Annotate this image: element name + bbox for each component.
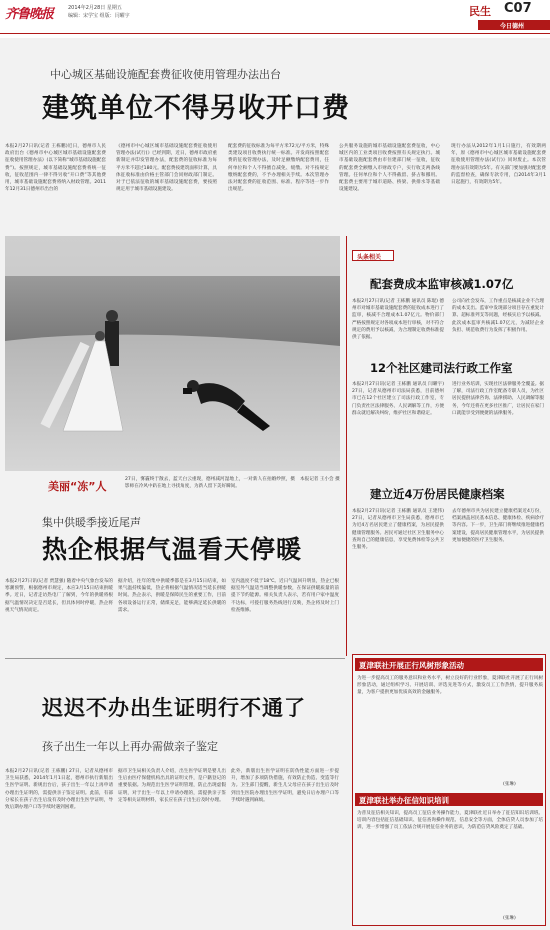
sidebar-story2-headline: 12个社区建司法行政工作室 (370, 361, 513, 375)
section-rule (5, 658, 345, 659)
promo-box (352, 654, 546, 926)
main-col-2: 《德州市中心城区城市基础设施配套费征收使用管理办法(试行)》已经到期，近日，德州市政府重新制定并印发管理办法，配套费的征收标准为每平方米不超过180元。配套费按建筑面积计算，具体征收标准由价格主管部门会同财政部门制定。对于已依法征收的城市基础设施配套费，要按照规定用于城市基础设施建设。 (116, 144, 217, 193)
main-col-4: 公共服务设施的城市基础设施配套费征收，中心城区内的工业类项目收费按照有关规定执行。城市基础设施配套费由市住建部门统一征收，征收的配套费全额缴入市财政专户，实行收支两条线管理。任何单位和个人不得截留、挤占和挪用。配套费主要用于城市道路、桥梁、供排水等基础设施建设。 (339, 144, 440, 193)
heating-col-3: 室内温度不低于18℃。近日气温回升明显，热企已根据室外气温适当调整供暖参数，在保证供暖质量的前提下节约能源。相关负责人表示，若有用户家中温度不达标，可拨打服务热线进行反映，热企将及时上门检查维修。 (231, 579, 339, 613)
sidebar-story3-col2: 去年德州市共为居民建立健康档案近4万份，档案涵盖居民基本信息、健康体检、疾病诊疗等内容。下一步，卫生部门将继续推进健康档案建设，提高居民健康管理水平，为居民提供更加便捷的医疗卫生服务。 (452, 509, 544, 543)
main-kicker: 中心城区基础设施配套费征收使用管理办法出台 (50, 68, 281, 81)
photo-credit: 本报记者 王小会 摄 (300, 477, 340, 482)
photo-caption-body: 27日，雾霾终于散去，蓝天白云重现，德州减河湿地上，一对新人在拍婚纱照，摄影师在冷风中趴在地上寻找角度，为新人留下美好瞬间。 (125, 477, 295, 490)
date-line: 2014年2月28日 星期五 (68, 5, 122, 11)
cert-col-1: 本报2月27日讯(记者 王栋鹏) 27日，记者从德州市卫生局获悉，2014年1月1日起，德州市执行新版出生医学证明。新规出台后，孩子出生一年以上再申请办理出生证明的，需提供亲子鉴定证明。此前，有部分家长在孩子出生后没有及时办理出生医学证明，导致后期办理户口等手续时遇到困难。 (5, 769, 113, 811)
cert-headline: 迟迟不办出生证明行不通了 (42, 696, 306, 720)
sidebar-divider (346, 236, 347, 656)
main-col-3: 配套费的征收标准为每平方米72元/平方米，特殊类建设项目收费执行统一标准。开发商按照配套费的征收管理办法，及时足额缴纳配套费用，任何单位和个人不得擅自减免、缓缴。对不按规定缴纳配套费的，不予办理相关手续。本次管理办法对配套费的征收范围、标准、程序等进一步作出规范。 (228, 144, 329, 193)
page-number: C07 (504, 1, 532, 16)
sidebar-story1-headline: 配套费成本监审核减1.07亿 (370, 277, 514, 291)
sidebar-story2-col1: 本报2月27日讯(记者 王栋鹏 通讯员 闫曜宇) 27日，记者从德州市司法局获悉，目前德州市已在12个社区建立了司法行政工作室，专门负责社区法律服务、人民调解等工作，方便群众就近解决纠纷，维护社区和谐稳定。 (352, 382, 444, 416)
promo-body1: 为进一步提高员工的服务意识和业务水平，树立良好的行业形象，夏津联社开展了正行风树形象活动，通过组织学习、开展培训、评选先进等方式，激发员工工作热情，提升服务质量，为客户提供更加优质高效的金融服务。 (357, 676, 543, 696)
wedding-photo (5, 236, 340, 471)
cert-col-3: 此外，新版出生医学证明在防伪性能方面进一步提升，增加了多项防伪措施，有效防止伪造、变造等行为。卫生部门提醒，新生儿父母应在孩子出生后及时到出生医院办理出生医学证明，避免日后办理户口等手续时遇到麻烦。 (231, 769, 339, 803)
main-col-5: 现行办法从2012年1月1日施行，有效期两年，原《德州市中心城区城市基础设施配套费征收使用管理办法(试行)》同时废止。本次管理办法有效期为5年。有关部门要加强对配套费的监督检查，确保专款专用，自2014年3月1日起施行，有效期为5年。 (451, 144, 546, 186)
sidebar-story3-headline: 建立近4万份居民健康档案 (370, 487, 505, 501)
heating-headline: 热企根据气温看天停暖 (42, 535, 303, 564)
cert-subhead: 孩子出生一年以上再办需做亲子鉴定 (42, 740, 218, 753)
promo-title2-bar (355, 793, 543, 806)
promo-title2: 夏津联社举办征信知识培训 (359, 796, 449, 805)
editor-line: 编辑：宋学宝 组版：闫曜宇 (68, 13, 130, 19)
newspaper-logo: 齐鲁晚报 (5, 7, 54, 22)
sidebar-story2-col2: 进行业务培训，实现社区法律服务全覆盖。据了解，司法行政工作室配备专职人员，为社区居民提供法律咨询、法律援助、人民调解等服务，今年还将在更多社区推广，让居民在家门口就能享受到便捷的法律服务。 (452, 382, 544, 416)
sidebar-story1-col1: 本报2月27日讯(记者 王栋鹏 通讯员 陈琨) 德州市对城市基础设施配套费的征收成本进行了监审，核减不合理成本1.07亿元。物价部门严格按照规定对各项成本进行审核，对不符合规定的费用予以核减，为合理制定收费标准提供了依据。 (352, 299, 444, 341)
sidebar-tag: 头条相关 (357, 254, 382, 261)
masthead (0, 0, 550, 38)
heating-col-2: 据介绍，往年的集中供暖季都是在3月15日结束，如果气温持续偏低，热企将根据气温情况适当延长供暖时间。热企表示，供暖是保障民生的重要工作，目前各项设备运行正常，储煤充足，能够满足延长供暖的需求。 (118, 579, 226, 613)
promo-body2: 为普及征信相关知识，提高员工征信业务操作能力，夏津联社近日举办了征信知识培训班。培训内容包括征信基础知识、征信查询操作规范、信息安全等方面，全体信贷人员参加了培训，进一步增强了员工依法合规开展征信业务的意识，为防范信贷风险奠定了基础。 (357, 811, 543, 831)
heating-kicker: 集中供暖季接近尾声 (42, 516, 141, 529)
promo-contact2: (张琳) (503, 916, 516, 921)
sidebar-story1-col2: 公司向社会发布，工作重点是核减企业不合理的成本支出。监审中发现部分项目存在重复计算、超标准列支等问题，经核实后予以核减。此次成本监审共核减1.07亿元，为减轻企业负担、规范收费行为发挥了积极作用。 (452, 299, 544, 333)
sidebar-story3-col1: 本报2月27日讯(记者 王栋鹏 通讯员 王建伟) 27日，记者从德州市卫生局获悉，德州市已为近4万名居民建立了健康档案，为居民提供健康管理服务。居民可通过社区卫生服务中心查询自己的健康信息，享受免费体检等公共卫生服务。 (352, 509, 444, 551)
main-col-1: 本报2月27日讯(记者 王栋鹏)近日，德州市人民政府出台《德州市中心城区城市基础设施配套费征收使用管理办法》(以下简称“城市基础设施配套费”)。按照规定，城市基础设施配套费将统一征收，征收范围内一律不得另收“开口费”等其他费用，城市基础设施配套费将纳入财政管理。2011年12月31日德州市出台的 (5, 144, 106, 193)
promo-title1: 夏津联社开展正行风树形象活动 (359, 661, 464, 670)
promo-title1-bar (355, 658, 543, 671)
heating-col-1: 本报2月27日讯(记者 贾慧强) 随着中央气象台发布的寒潮预警，根据德州市规定，本应3月15日结束供暖季。近日，记者走访热电厂了解到，今年的供暖将根据气温情况决定是否延长，但具体何时停暖，热企将视天气情况而定。 (5, 579, 113, 613)
section-name: 民生 (469, 5, 491, 18)
promo-contact1: (张琳) (503, 782, 516, 787)
photo-caption-title: 美丽“冻”人 (48, 480, 107, 493)
main-headline: 建筑单位不得另收开口费 (42, 93, 350, 124)
subsection-label: 今日德州 (500, 23, 525, 30)
cert-col-2: 据市卫生局相关负责人介绍，出生医学证明是婴儿出生后由医疗保健机构出具的证明文件，是户籍登记的重要依据。为规范出生医学证明管理，防止出现虚假证明，对于出生一年以上申请办理的，需提供亲子鉴定等相关证明材料，家长应在孩子出生后及时办理。 (118, 769, 226, 803)
masthead-rule (0, 33, 550, 34)
wedding-photo-image (5, 236, 340, 471)
